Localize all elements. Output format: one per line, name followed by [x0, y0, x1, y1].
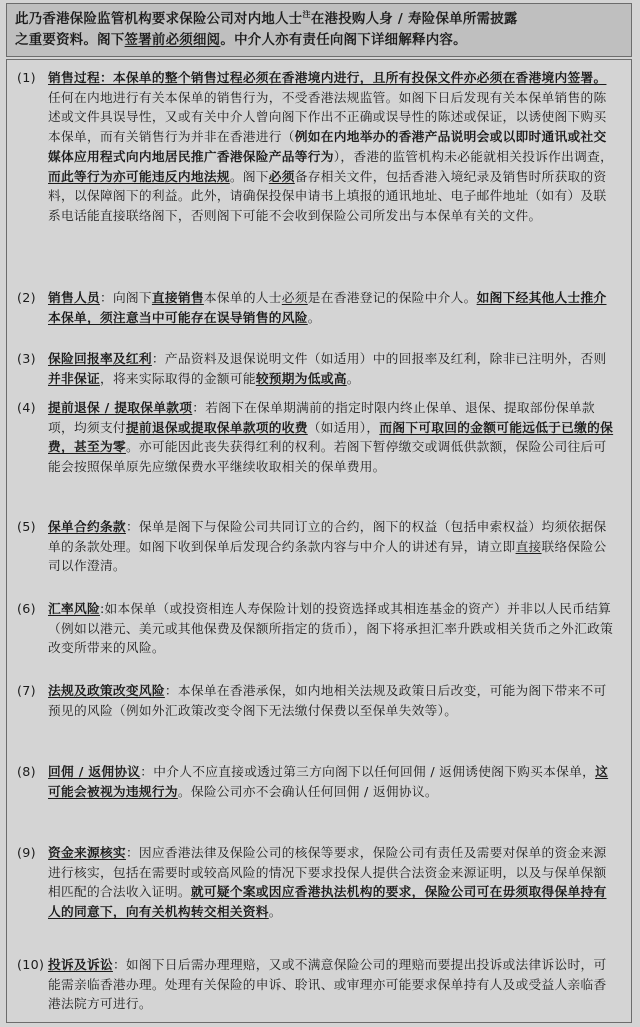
item-body-text: 。 — [268, 904, 282, 920]
item-number: (2) — [17, 290, 36, 305]
item-number: (10) — [17, 957, 45, 972]
item-body — [48, 290, 607, 325]
item-body-text: ，将来实际取得的金额可能 — [99, 370, 256, 386]
item-body — [48, 601, 613, 655]
item-body-text: ：如阁下日后需办理理赔，又或不满意保险公司的理赔而要提出投诉或法律诉讼时，可能需亲临香港办理。处理有关保险的申诉、聆讯、或审理亦可能要求保单持有人及或受益人亲临香港法院方可进行。 — [48, 957, 607, 1012]
item-body-text: :如本保单（或投资相连人寿保险计划的投资选择或其相连基金的资产）并非以人民币结算（例如以港元、美元或其他保费及保额所指定的货币），阁下将承担汇率升跌或相关货币之外汇政策改变所带来的风险。 — [48, 601, 614, 656]
item-body — [48, 957, 606, 1011]
item-emphasis-text: 例如在内地举办的香港产品说明会或以即时通讯或社交媒体应用程式向内地居民推广香港保险产品等行为 — [48, 129, 607, 164]
disclosure-item-exchange-risk — [7, 599, 625, 663]
item-number: (9) — [17, 845, 36, 860]
disclosure-item-sales-process — [7, 68, 625, 268]
item-text — [48, 762, 618, 801]
disclosure-item-complaints — [7, 955, 625, 1019]
footnote-marker: 注 — [302, 10, 311, 19]
item-emphasis-text: 并非保证 — [48, 370, 100, 386]
item-body-text: 联络保险公司以作澄清。 — [48, 538, 607, 574]
item-body — [48, 845, 606, 919]
item-body-text: 。 — [346, 370, 360, 386]
item-term: 法规及政策改变风险 — [48, 683, 165, 698]
item-term: 资金来源核实 — [48, 845, 126, 860]
item-body-text: （如适用）， — [307, 419, 380, 435]
item-term: 投诉及诉讼 — [48, 957, 113, 972]
item-body-text: 是在香港登记的保险中介人。 — [307, 290, 477, 305]
item-body-text: 备存相关文件，包括香港入境纪录及销售时所获取的资料，以保障阁下的利益。此外，请确保投保申请书上填报的通讯地址、电子邮件地址（如有）及联系电话能直接联络阁下，否则阁下可能不会收到保险公司所发出与本保单有关的文件。 — [48, 168, 607, 223]
item-text — [48, 843, 618, 922]
item-term: 回佣 / 返佣协议 — [48, 764, 141, 779]
disclosure-item-source-of-funds — [7, 843, 625, 947]
item-body-text: ：本保单在香港承保，如内地相关法规及政策日后改变，可能为阁下带来不可预见的风险（例如外汇政策改变令阁下无法缴付保费以至保单失效等）。 — [48, 683, 607, 718]
item-body-text: 。保险公司亦不会确认任何回佣 / 返佣协议。 — [177, 783, 438, 799]
item-emphasis-text: 直接销售 — [151, 290, 204, 305]
item-body-text: ：保单是阁下与保险公司共同订立的合约，阁下的权益（包括申索权益）均须依据保单的条款处理。如阁下收到保单后发现合约条款内容与中介人的讲述有异，请立即 — [48, 519, 607, 554]
item-emphasis-text: 提前退保或提取保单款项的收费 — [125, 419, 308, 435]
disclosure-item-policy-terms — [7, 517, 625, 581]
item-number: (6) — [17, 601, 36, 616]
header-text: 之重要资料。阁下 — [15, 33, 125, 48]
item-number: (5) — [17, 519, 36, 534]
item-emphasis-text: 而此等行为亦可能违反内地法规 — [48, 168, 230, 184]
item-number: (8) — [17, 764, 36, 779]
item-text — [48, 398, 618, 477]
item-number: (4) — [17, 400, 36, 415]
item-emphasis-text: 而阁下可取回的金额可能远低于已缴的保费，甚至为零 — [48, 419, 614, 455]
item-text — [48, 517, 618, 576]
item-text — [48, 681, 618, 720]
item-number: (3) — [17, 351, 36, 366]
item-text — [48, 288, 618, 327]
item-body-text: ：向阁下 — [99, 290, 152, 305]
header-text: 在港投购人身 / 寿险保单所需披露 — [310, 12, 518, 27]
item-text — [48, 349, 618, 388]
item-body-text: ：中介人不应直接或透过第三方向阁下以任何回佣 / 返佣诱使阁下购买本保单， — [140, 764, 596, 779]
item-body — [48, 70, 613, 223]
item-term: 保单合约条款 — [48, 519, 126, 534]
item-emphasis-text: 较预期为低或高 — [255, 370, 347, 386]
item-body-text: 。亦可能因此丧失获得红利的权利。若阁下暂停缴交或调低供款额，保险公司往后可能会按照保单原先应缴保费水平继续收取相关的保单费用。 — [48, 439, 607, 475]
item-term: 销售过程 — [48, 70, 100, 85]
item-term: 销售人员 — [48, 290, 100, 305]
item-emphasis-text: 直接 — [515, 538, 542, 554]
disclosure-item-early-surrender — [7, 398, 625, 502]
disclosure-item-sales-staff — [7, 288, 625, 332]
disclosure-item-returns-dividends — [7, 349, 625, 393]
item-term: 汇率风险 — [48, 601, 100, 616]
item-term: 提前退保 / 提取保单款项 — [48, 400, 193, 415]
header-text: 此乃香港保险监管机构要求保险公司对内地人士 — [15, 12, 303, 27]
item-body-text: 。阁下 — [229, 168, 269, 184]
item-body-text: 。 — [307, 309, 321, 325]
header-text: 。中介人亦有责任向阁下详细解释内容。 — [220, 33, 467, 48]
item-term: 保险回报率及红利 — [48, 351, 152, 366]
disclosure-item-policy-change-risk — [7, 681, 625, 745]
item-emphasis-text: 必须 — [268, 168, 295, 184]
item-body — [48, 519, 606, 573]
item-emphasis-text: 这可能会被视为违规行为 — [48, 764, 609, 799]
item-text — [48, 599, 618, 658]
disclosure-header — [6, 3, 632, 57]
item-text — [48, 955, 618, 1014]
header-line-1 — [15, 9, 625, 30]
item-emphasis-text: 就可疑个案或因应香港执法机构的要求，保险公司可在毋须取得保单持有人的同意下，向有关机构转交相关资料 — [48, 884, 607, 920]
item-body-text: ：产品资料及退保说明文件（如适用）中的回报率及红利，除非已注明外，否则 — [151, 351, 607, 366]
item-emphasis-text: 如阁下经其他人士推介本保单，须注意当中可能存在误导销售的风险 — [48, 290, 607, 325]
item-emphasis-text: ：本保单的整个销售过程必须在香港境内进行，且所有投保文件亦必须在香港境内签署。 — [99, 70, 607, 85]
header-underlined-text: 签署前必须细阅 — [124, 33, 221, 48]
disclosure-item-rebate — [7, 762, 625, 826]
item-number: (1) — [17, 70, 36, 85]
item-body-text: 本保单的人士 — [203, 290, 282, 305]
header-line-2 — [15, 30, 625, 51]
item-body-text: ：若阁下在保单期满前的指定时限内终止保单、退保、提取部份保单款项，均须支付 — [48, 400, 595, 435]
item-emphasis-text: 必须 — [281, 290, 308, 305]
item-text — [48, 68, 618, 226]
item-body-text: 任何在内地进行有关本保单的销售行为，不受香港法规监管。如阁下日后发现有关本保单销售的陈述或文件具误导性，又或有关中介人曾向阁下作出不正确或误导性的陈述或保证，以诱使阁下购买本保单，而有关销售行为并非在香港进行（ — [48, 89, 607, 145]
item-number: (7) — [17, 683, 36, 698]
item-body-text: ），香港的监管机构未必能就相关投诉作出调查， — [333, 148, 614, 164]
item-body-text: ：因应香港法律及保险公司的核保等要求，保险公司有责任及需要对保单的资金来源进行核实，包括在需要时或较高风险的情况下要求投保人提供合法资金来源证明，以及与保单保额相匹配的合法收入证明。 — [48, 845, 607, 900]
